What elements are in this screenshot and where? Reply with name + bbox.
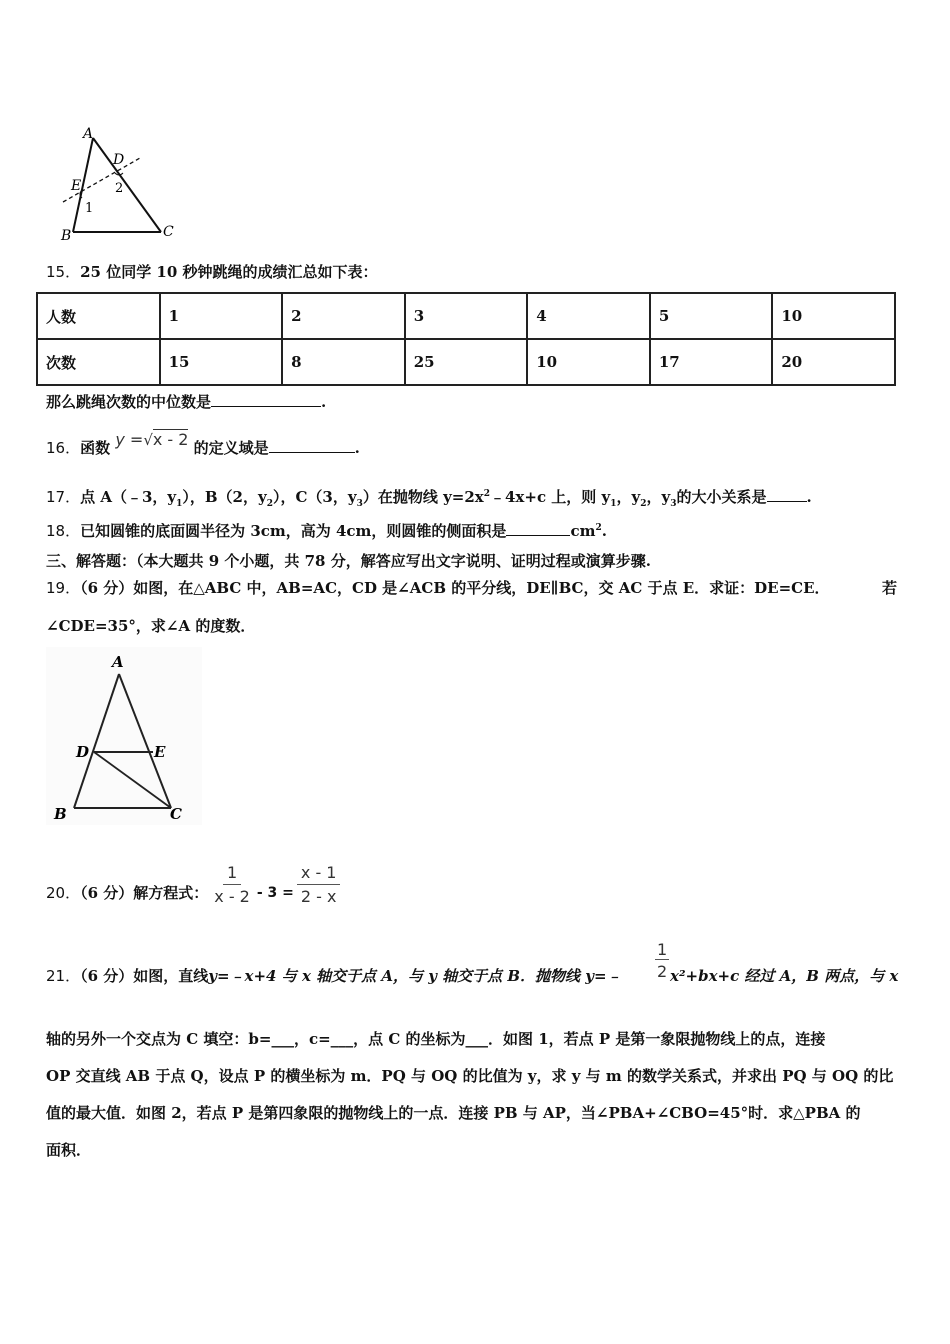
triangle-figure-2 [46, 647, 202, 825]
question-18: 18．已知圆锥的底面圆半径为 3cm，高为 4cm，则圆锥的侧面积是 $cm^2$. [46, 522, 607, 540]
row-header: 次数 [37, 339, 160, 385]
question-number: 16． [46, 439, 81, 457]
question-15-followup: 那么跳绳次数的中位数是 . [46, 393, 327, 411]
answer-blank[interactable] [506, 521, 570, 536]
sqrt-formula: y =√x - 2 [115, 430, 189, 449]
fraction-half: 1 2 [657, 940, 668, 981]
table-cell: 3 [405, 293, 528, 339]
table-cell: 10 [772, 293, 895, 339]
question-number: 15． [46, 263, 81, 281]
question-16: 16．函数 y =√x - 2 的定义域是 . [46, 430, 360, 457]
question-text: 25 位同学 10 秒钟跳绳的成绩汇总如下表： [80, 263, 378, 281]
label-d: D [113, 152, 125, 168]
question-21-line2: 轴的另外一个交点为 C 填空：b=___，c=___，点 C 的坐标为___．如图 1，若点 P 是第一象限抛物线上的点，连接 [46, 1030, 826, 1048]
question-21-line3: OP 交直线 AB 于点 Q，设点 P 的横坐标为 m．PQ 与 OQ 的比值为 y，求 y 与 m 的数学关系式，并求出 PQ 与 OQ 的比 [46, 1067, 894, 1085]
question-19: 19．（6 分）如图，在△ABC 中，AB=AC，CD 是∠ACB 的平分线，DE∥BC，交 AC 于点 E．求证：DE=CE． [46, 579, 830, 597]
label-1: 1 [85, 201, 94, 216]
label-b: B [61, 228, 72, 244]
question-19-tail: 若 [882, 579, 898, 597]
question-21-line5: 面积． [46, 1141, 92, 1159]
table-cell: 8 [282, 339, 405, 385]
label-c: C [163, 224, 174, 240]
table-row [37, 339, 895, 385]
question-15 [46, 262, 378, 282]
label-e: E [154, 743, 166, 761]
jump-rope-table [36, 292, 896, 386]
fraction-1: $\frac{1}{x - 2}$ [214, 863, 250, 906]
label-b: B [54, 805, 67, 823]
answer-blank[interactable] [269, 438, 355, 453]
table-cell: 25 [405, 339, 528, 385]
label-2: 2 [115, 181, 124, 196]
question-21-line4: 值的最大值．如图 2，若点 P 是第四象限的抛物线上的一点．连接 PB 与 AP，当∠PBA+∠CBO=45°时．求△PBA 的 [46, 1104, 861, 1122]
table-cell: 10 [527, 339, 650, 385]
fraction-2: $\frac{x - 1}{2 - x}$ [297, 864, 341, 906]
label-d: D [76, 743, 90, 761]
table-cell: 20 [772, 339, 895, 385]
table-cell: 5 [650, 293, 773, 339]
question-19-line2: ∠CDE=35°，求∠A 的度数． [46, 617, 256, 635]
table-cell: 15 [160, 339, 283, 385]
triangle-figure-1 [55, 120, 195, 245]
question-21: 21．（6 分）如图，直线y=﹣x+4 与 x 轴交于点 A，与 y 轴交于点 B．抛物线 y=﹣ [46, 967, 622, 985]
question-number: 17． [46, 488, 81, 506]
label-c: C [170, 805, 182, 823]
question-number: 21． [46, 967, 81, 985]
table-row [37, 293, 895, 339]
question-number: 18． [46, 522, 81, 540]
label-a: A [83, 126, 94, 142]
table-cell: 4 [527, 293, 650, 339]
table-cell: 2 [282, 293, 405, 339]
section-3-heading: 三、解答题：（本大题共 9 个小题，共 78 分，解答应写出文字说明、证明过程或演算步骤. [46, 552, 651, 570]
question-20: 20．（6 分）解方程式： $\frac{1}{x - 2}$ - 3 = $\frac{x - 1}{2 - x}$ [46, 858, 340, 906]
question-17: 17．点 A（﹣3，$y_1$），B（2，$y_2$），C（3，$y_3$）在抛物线 $y=2x^2﹣4x+c$ 上，则 $y_1$，$y_2$，$y_3$的大小关系是 . [46, 488, 812, 509]
table-cell: 17 [650, 339, 773, 385]
question-21-line1-tail: x²+bx+c 经过 A，B 两点，与 x [670, 967, 899, 985]
question-number: 19． [46, 579, 81, 597]
answer-blank[interactable] [211, 392, 321, 407]
row-header: 人数 [37, 293, 160, 339]
label-a: A [112, 653, 124, 671]
answer-blank[interactable] [767, 487, 807, 502]
question-number: 20． [46, 884, 81, 902]
label-e: E [71, 178, 82, 194]
table-cell: 1 [160, 293, 283, 339]
